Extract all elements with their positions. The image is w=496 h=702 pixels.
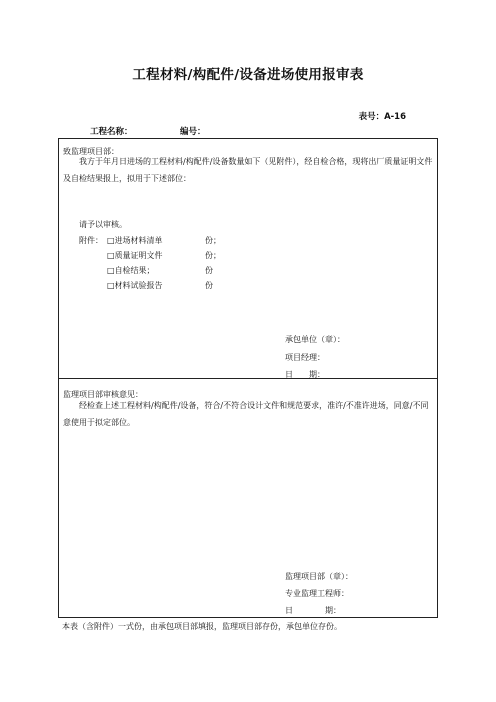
- checkbox-icon[interactable]: □: [107, 236, 115, 245]
- addressee: 致监理项目部：: [63, 147, 119, 156]
- form-number: 表号：A-16: [358, 112, 406, 122]
- supervision-seal-label: 监理项目部（章）：: [285, 572, 353, 581]
- project-name-label: 工程名称：: [90, 127, 133, 137]
- form-title: 工程材料/构配件/设备进场使用报审表: [132, 67, 364, 83]
- supervision-opinion-heading: 监理项目部审核意见：: [63, 390, 143, 399]
- submission-statement: 我方于年月日进场的工程材料/构配件/设备数量如下（见附件），经自检合格，现将出厂质量证明文件及自检结果报上，拟用于下述部位：: [63, 157, 433, 183]
- attachment-item: □自检结果；: [107, 266, 155, 275]
- serial-number-label: 编号：: [180, 127, 206, 137]
- project-manager-label: 项目经理：: [285, 353, 325, 362]
- contractor-seal-label: 承包单位（章）：: [285, 335, 345, 344]
- form-table: [58, 138, 438, 618]
- attachment-count: 份；: [205, 251, 221, 260]
- attachment-count: 份: [205, 266, 213, 275]
- checkbox-icon[interactable]: □: [107, 266, 115, 275]
- contractor-date-label: 日 期：: [285, 370, 325, 379]
- attachments-label: 附件：: [79, 236, 103, 245]
- attachment-item: □质量证明文件: [107, 251, 163, 260]
- checkbox-icon[interactable]: □: [107, 281, 115, 290]
- attachment-count: 份: [205, 281, 213, 290]
- review-request: 请予以审核。: [79, 220, 127, 229]
- attachment-item: □材料试验报告: [107, 281, 163, 290]
- footer-note: 本表（含附件）一式份，由承包项目部填报，监理项目部存份，承包单位存份。: [62, 622, 342, 631]
- supervision-date-label: 日 期：: [285, 606, 341, 615]
- section-divider: [59, 378, 437, 379]
- attachment-item: □进场材料清单: [107, 236, 163, 245]
- supervision-opinion-body: 经检查上述工程材料/构配件/设备，符合/不符合设计文件和规范要求，准许/不准许进场，同意/不同意使用于拟定部位。: [63, 401, 429, 427]
- checkbox-icon[interactable]: □: [107, 251, 115, 260]
- supervising-engineer-label: 专业监理工程师：: [285, 589, 349, 598]
- attachment-count: 份；: [205, 236, 221, 245]
